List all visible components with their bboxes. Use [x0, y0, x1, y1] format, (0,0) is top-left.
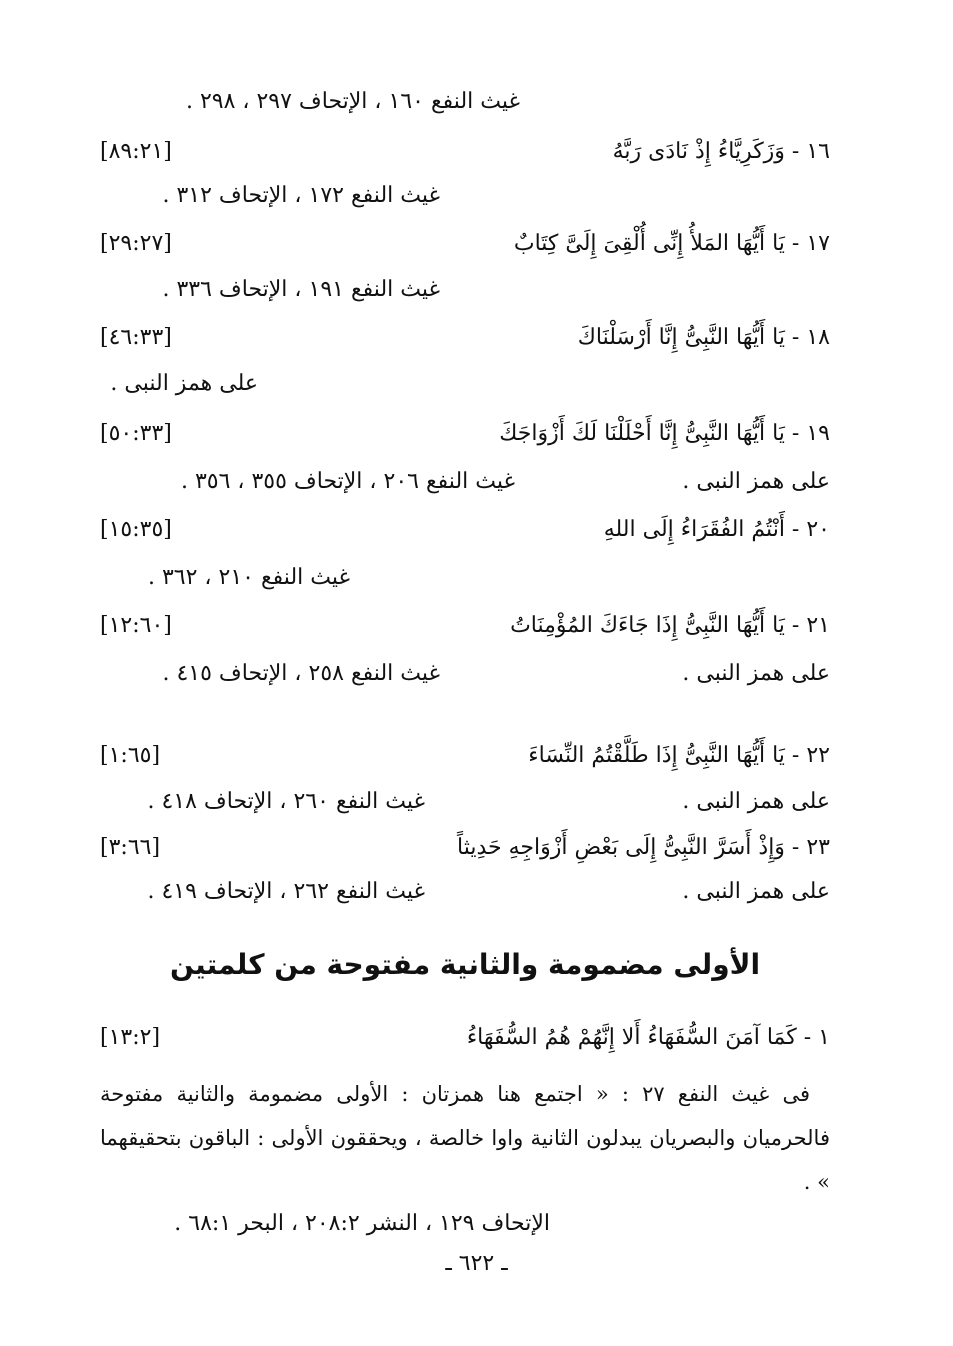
note-line: [100, 462, 830, 502]
note-line: [100, 364, 830, 404]
note-line: [100, 654, 830, 694]
verse-text: ١ - كَمَا آمَنَ السُّفَهَاءُ أَلا إِنَّهُمْ هُمُ السُّفَهَاءُ: [466, 1025, 830, 1050]
note-line: [100, 872, 830, 912]
verse-text: ١٦ - وَزَكَرِيَّاءُ إِذْ نَادَى رَبَّهُ: [612, 139, 830, 164]
verse-text: ٢٠ - أَنْتُمُ الفُقَرَاءُ إِلَى اللهِ: [603, 517, 830, 542]
verse-reference: [٣:٦٦]: [100, 835, 161, 860]
verse-reference: [٤٦:٣٣]: [100, 325, 172, 350]
source-text: غيث النفع ١٧٢ ، الإتحاف ٣١٢ .: [162, 183, 440, 208]
verse-text: ١٩ - يَا أَيُّهَا النَّبِىُّ إِنَّا أَحْلَلْنَا لَكَ أَزْوَاجَكَ: [499, 421, 830, 446]
note-line: [100, 782, 830, 822]
verse-reference: [٥٠:٣٣]: [100, 421, 172, 446]
verse-reference: [١٣:٢]: [100, 1025, 161, 1050]
verse-line: [100, 1018, 830, 1058]
verse-line: [100, 318, 830, 358]
verse-line: [100, 736, 830, 776]
verse-line: [100, 414, 830, 454]
page-number: ـ ٦٢٢ ـ: [445, 1251, 508, 1276]
source-text: غيث النفع ٢٦٢ ، الإتحاف ٤١٩ .: [147, 879, 425, 904]
verse-reference: [٨٩:٢١]: [100, 139, 172, 164]
source-line: [100, 1204, 830, 1244]
source-line: [100, 270, 830, 310]
verse-line: [100, 132, 830, 172]
source-line: [100, 82, 830, 122]
source-text: غيث النفع ١٦٠ ، الإتحاف ٢٩٧ ، ٢٩٨ .: [185, 89, 520, 114]
verse-line: [100, 224, 830, 264]
verse-text: ١٧ - يَا أَيُّهَا المَلأُ إِنِّى أُلْقِىَ إِلَىَّ كِتَابٌ: [513, 231, 830, 256]
verse-reference: [١٥:٣٥]: [100, 517, 172, 542]
section-heading: الأولى مضمومة والثانية مفتوحة من كلمتين: [169, 948, 761, 981]
verse-reference: [١:٦٥]: [100, 743, 161, 768]
verse-line: [100, 606, 830, 646]
source-line: [100, 176, 830, 216]
verse-text: ١٨ - يَا أَيُّهَا النَّبِىُّ إِنَّا أَرْسَلْنَاكَ: [577, 325, 830, 350]
verse-text: ٢٣ - وَإِذْ أَسَرَّ النَّبِىُّ إِلَى بَعْضِ أَزْوَاجِهِ حَدِيثاً: [457, 835, 830, 860]
verse-text: ٢٢ - يَا أَيُّهَا النَّبِىُّ إِذَا طَلَّقْتُمُ النِّسَاءَ: [528, 743, 830, 768]
commentary-paragraph: فى غيث النفع ٢٧ : « اجتمع هنا همزتان : الأولى مضمومة والثانية مفتوحة فالحرميان والبصريان يبدلون الثانية واوا خالصة ، ويحققون الأولى : الباقون بتحقيقهما » .: [100, 1082, 830, 1194]
verse-line: [100, 510, 830, 550]
verse-text: ٢١ - يَا أَيُّهَا النَّبِىُّ إِذَا جَاءَكَ المُؤْمِنَاتُ: [510, 613, 830, 638]
verse-line: [100, 828, 830, 868]
source-text: غيث النفع ٢١٠ ، ٣٦٢ .: [147, 565, 350, 590]
note-text: على همز النبى .: [682, 661, 830, 686]
source-text: غيث النفع ٢٦٠ ، الإتحاف ٤١٨ .: [147, 789, 425, 814]
note-text: على همز النبى .: [682, 879, 830, 904]
note-text: على همز النبى .: [682, 469, 830, 494]
source-text: غيث النفع ٢٠٦ ، الإتحاف ٣٥٥ ، ٣٥٦ .: [180, 469, 515, 494]
verse-reference: [٢٩:٢٧]: [100, 231, 172, 256]
source-text: الإتحاف ١٢٩ ، النشر ٢٠٨:٢ ، البحر ٦٨:١ .: [174, 1211, 550, 1236]
source-text: غيث النفع ١٩١ ، الإتحاف ٣٣٦ .: [162, 277, 440, 302]
source-text: غيث النفع ٢٥٨ ، الإتحاف ٤١٥ .: [162, 661, 440, 686]
note-text: على همز النبى .: [682, 789, 830, 814]
source-line: [100, 558, 830, 598]
verse-reference: [١٢:٦٠]: [100, 613, 172, 638]
note-text: على همز النبى .: [110, 371, 258, 396]
